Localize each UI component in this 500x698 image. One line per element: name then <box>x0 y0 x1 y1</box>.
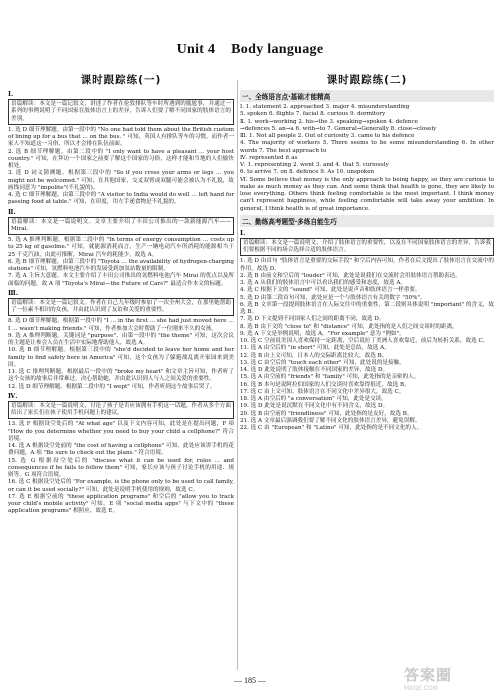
answer-explanation: Ⅱ. 1. work→working 2. his→the 3. speaking→spoken 4. defence <box>240 118 418 125</box>
page-number: — 185 — <box>234 676 266 685</box>
answer-explanation: 9. 选 A 推理判断题。关键词是 "purpose"，由第一段中的 "the theme" 可知，这次会议的主题是让参会人员在生活中实际地帮助他人，故选 A。 <box>8 332 234 346</box>
passage-summary: 语篇解读：本文是一篇说明文，讨论了孩子是否应该拥有手机这一话题，作者从多个方面给出了家长们在孩子使用手机问题上的建议。 <box>8 401 234 420</box>
right-column <box>240 70 494 678</box>
answer-explanation: 7. 选 D 下文提到不同国家人们之间的距离不同，故选 D。 <box>240 316 385 323</box>
left-column <box>8 70 234 678</box>
section-heading: 二、勤练高考题型·多练自能生巧 <box>240 215 494 227</box>
answer-explanation: Ⅲ. 1. Not all people 2. Out of curiosity 3. came to his defence <box>240 133 415 139</box>
answer-explanation: 18. 选 A 由空后的 "a conversation" 可知，此处是交谈。 <box>240 396 387 402</box>
answer-explanation: 2. 选 B 由前文和空后的 "louder" 可知，此处是说我们在交流时会用肢体语言帮助表达。 <box>240 272 461 279</box>
answer-explanation: 12. 选 D 细节理解题。根据第二段中的 "I wept" 可知，作者听到这个故事后哭了。 <box>8 383 216 390</box>
answer-explanation: 19. 选 D 此处是说沉默在不同文化中有不同含义，故选 D。 <box>240 403 389 410</box>
answer-explanation: 10. 选 B 细节理解题。根据第三段中的 "she'd decided to leave her home and her family to find safety here in America" 可知，这个女孩为了躲避战乱离开家园来到美国。 <box>8 347 234 368</box>
passage-summary: 语篇解读：本文是一篇记叙文，讲述了作者在伦敦排队等车时所遇到的尴尬事，并通过一系列的事例说明了不同国家在肢体语言上的差异，告诉人们要了解不同国家的肢体语言的差别。 <box>8 99 234 125</box>
left-column-heading: 课时跟踪练(一) <box>80 74 162 86</box>
answer-explanation: 17. 选 C 由上文可知，肢体语言在不同文化中差异很大，故选 C。 <box>240 388 405 395</box>
answer-explanation: Ⅰ. 1. statement 2. approached 3. major 4. misunderstanding <box>240 104 410 110</box>
unit-title <box>0 42 500 58</box>
watermark-logo <box>404 664 490 694</box>
answer-explanation: 3. 选 A 从我们的肢体语言中可以看出我们的感受和态度，故选 A。 <box>240 280 406 286</box>
answer-explanation: 6. 选 B 文章第一段提到肢体语言在人际交往中的重要性，第二段则具体说明 "important" 的含义，故选 B。 <box>240 301 494 315</box>
answer-explanation: 10. 选 C 空前说美国人喜欢保持一定距离，空后说拉丁美洲人喜欢靠近，前后为转折关系，故选 C。 <box>240 338 489 344</box>
answer-explanation: 5. 选 A 推理判断题。根据第二段中的 "In terms of energy consumption … costs up to 25 kg of gasoline." 可知，就能源消耗而言，生产一辆电动汽车所消耗的能源相当于 25 千克汽油，由此可推断，Mirai 汽车的耗能少，故选 A。 <box>8 237 234 258</box>
answer-explanation: 21. 选 A 文章最后强调我们要了解不同文化的肢体语言差异，避免误解。 <box>240 417 421 424</box>
answer-explanation: 15. 选 A 由空前的 "friends" 和 "family" 可知，此处指的是亲密的人。 <box>240 374 420 381</box>
answer-explanation: 6. to arrive 7. on 8. defence 9. As 10. unspoken <box>240 169 375 176</box>
answer-explanation: 13. 选 F 根据设空处后的 "At what age" 以及下文内容可知，此处是在提出问题，F 项 "How do you determine whether you need to buy your child a cellphone?" 符合语境。 <box>8 421 234 442</box>
answer-explanation: 22. 选 C 由 "European" 和 "Latino" 可知，此处指的是不同文化的人。 <box>240 425 423 431</box>
answer-explanation: →defences 5. an→a 6. with→to 7. General→Generally 8. close→closely <box>240 125 437 132</box>
unit-topic: Body language <box>231 42 324 57</box>
answer-explanation: 17. 选 E 根据空前的 "these application programs" 和空后的 "allow you to track your child's mobile activity" 可知，E 项 "social media apps" 与下文中的 "these application programs" 相照应，故选 E。 <box>8 493 234 515</box>
answer-explanation: 3. 选 D 词义猜测题。根据第三段中的 "So if you cross your arms or legs … you might not be welcomed." 可知，在其他国家，交叉双臂或双腿可能会被认为不礼貌，故画线词意为 "impolite"(不礼貌的)。 <box>8 170 234 191</box>
right-column-heading: 课时跟踪练(二) <box>326 74 408 86</box>
right-column-body <box>240 104 494 432</box>
answer-explanation: 2. 选 B 细节理解题。由第二段中的 "I only want to have a pleasant … your host country." 可知，在拜访一个国家之前要了解这个国家的习俗，这样才能和当地的人们愉快相处。 <box>8 148 234 169</box>
passage-number: Ⅳ. <box>8 391 18 400</box>
unit-number: Unit 4 <box>176 42 216 57</box>
answer-explanation: 13. 选 C 由空后的 "touch each other" 可知，此处说的是接触。 <box>240 359 405 366</box>
answer-explanation: 6. 选 B 细节理解题。由第三段中的 "Toyota … the availability of hydrogen-charging stations" 可知，氢燃料电池汽车的发展受到加氢站数量的限制。 <box>8 258 234 272</box>
answer-explanation: 5. spoken 6. flights 7. facial 8. curious 9. dormitory <box>240 111 386 118</box>
passage-number: Ⅰ. <box>8 90 14 98</box>
answer-explanation: 11. 选 A 由空后的 "in short" 可知，此处是总结，故选 A。 <box>240 345 390 352</box>
answer-explanation: 4. 选 C 根据下文的 "sound" 可知，此处是说声音和肢体语言一样重要。 <box>240 287 421 294</box>
answer-explanation: 14. 选 D 此处说明了肢体接触在不同国家的差异，故选 D。 <box>240 367 389 373</box>
answer-explanation: 1. 选 D 由首句 "肢体语言是重要的交际手段" 和空后内容可知，作者在后文提出了肢体语言在交流中的作用，故选 D。 <box>240 258 494 272</box>
passage-number: Ⅲ. <box>8 288 19 297</box>
answer-explanation: Ⅳ. represented it as <box>240 154 298 161</box>
answer-explanation: 4. 选 C 细节理解题。由第三段中的 "A visitor to India would do well … left hand for passing food at table." 可知，在印度，用左手递食物是不礼貌的。 <box>8 192 234 206</box>
answer-explanation: 11. 选 C 推理判断题。根据最后一段中的 "broke my heart" 和文章主旨可知，作者听了这个女孩的故事后非常难过，决心帮助她，并由此认识到人与人之间关爱的重要性。 <box>8 369 234 383</box>
watermark-url: MXQE.COM <box>404 685 438 692</box>
passage-number: Ⅰ. <box>240 228 246 237</box>
passage-summary: 语篇解读：本文是一篇说明文。文章主要介绍了丰田公司推出的一款新能源汽车——Mirai。 <box>8 217 234 236</box>
answer-explanation: 14. 选 A 根据设空处前的 "the cost of having a cellphone" 可知，此处应该讲手机的花费问题，A 项 "Be sure to check out the plans." 符合语境。 <box>8 443 234 457</box>
answer-explanation: 15. 选 G 根据设空处后的 "discuss what it can be used for, rules … and consequences if he fails to follow them" 可知，家长应该与孩子讨论手机的用途、规则等，G 项符合语境。 <box>8 457 234 478</box>
answer-explanation: 4. The majority of workers 5. There seems to be some misunderstanding 6. In other words 7. The best approach to <box>240 140 494 154</box>
answer-explanation: 8. 选 B 由下文的 "close to" 和 "distance" 可知，此处指的是人们之间交谈时的距离。 <box>240 323 458 330</box>
column-divider <box>237 80 238 670</box>
answer-explanation: 12. 选 B 由上文可知，日本人的交际距离比较大，故选 B。 <box>240 352 388 359</box>
passage-number: Ⅱ. <box>8 207 16 216</box>
answer-explanation: Ⅵ. Some believe that money is the only approach to being happy, so they are curious to make as much money as they can. And some think that health is gone, they are likely to lose everything. Others think feeling comfortable is the most important. I think money can't represent happiness, while feeling comfortable will take away your ambition. In general, I think health is of great importance. <box>240 176 494 212</box>
answer-explanation: 5. 选 D 由第二段首句可知，此处应是一个与肢体语言有关的数字 "50%"。 <box>240 294 426 301</box>
answer-explanation: 16. 选 C 根据设空处后的 "For example, is the phone only to be used to call family, or can it be used socially?" 可知，此处是说明手机使用的规则，故选 C。 <box>8 479 234 493</box>
answer-explanation: 9. 选 A 下文是举例说明，故选 A，"For example" 意为 "例如"。 <box>240 330 405 337</box>
passage-summary: 语篇解读：本文是一篇说明文，介绍了肢体语言的重要性，以及在不同国家肢体语言的差异，告诉我们要根据不同的场合选择合适的肢体语言。 <box>240 238 494 257</box>
answer-explanation: 16. 选 B 本句是说阿拉伯国家的人们交谈时喜欢靠得很近，故选 B。 <box>240 381 410 388</box>
right-section-basic: 一、全练语言点·基础才能精高 <box>240 90 494 102</box>
answer-explanation: 20. 选 B 由空前的 "friendliness" 可知，此处指的是友好，故选 B。 <box>240 410 413 417</box>
passage-summary: 语篇解读：本文是一篇记叙文。作者在自己九年级时参加了一次全州大会，在那里她帮助了一位素不相识的女孩，并由此认识到了友谊和关爱的重要性。 <box>8 298 234 317</box>
watermark-text: 答案圈 <box>404 666 453 684</box>
answer-explanation: 1. 选 D 细节理解题。由第一段中的 "No one had told them about the British custom of lining up for a bus that … on the bus. " 可知，英国人有排队等车的习惯，而作者一家人不知道这一习俗，所以才会排在队伍前面。 <box>8 126 234 148</box>
answer-explanation: 7. 选 A 主旨大意题。本文主要介绍了丰田公司推出的氢燃料电池汽车 Mirai 的优点以及所面临的问题，故 A 项 "Toyota's Mirai—the Future of Cars?" 最适合作本文的标题。 <box>8 273 234 287</box>
answer-explanation: Ⅴ. 1. representing 2. went 3. and 4. that 5. curiously <box>240 162 389 168</box>
left-column-body <box>8 90 234 516</box>
answer-explanation: 8. 选 D 细节理解题。根据第一段中的 "I … in the first … she had just moved here … I … wasn't making friends." 可知，作者参加大会时帮助了一位刚来不久的女孩。 <box>8 318 234 332</box>
